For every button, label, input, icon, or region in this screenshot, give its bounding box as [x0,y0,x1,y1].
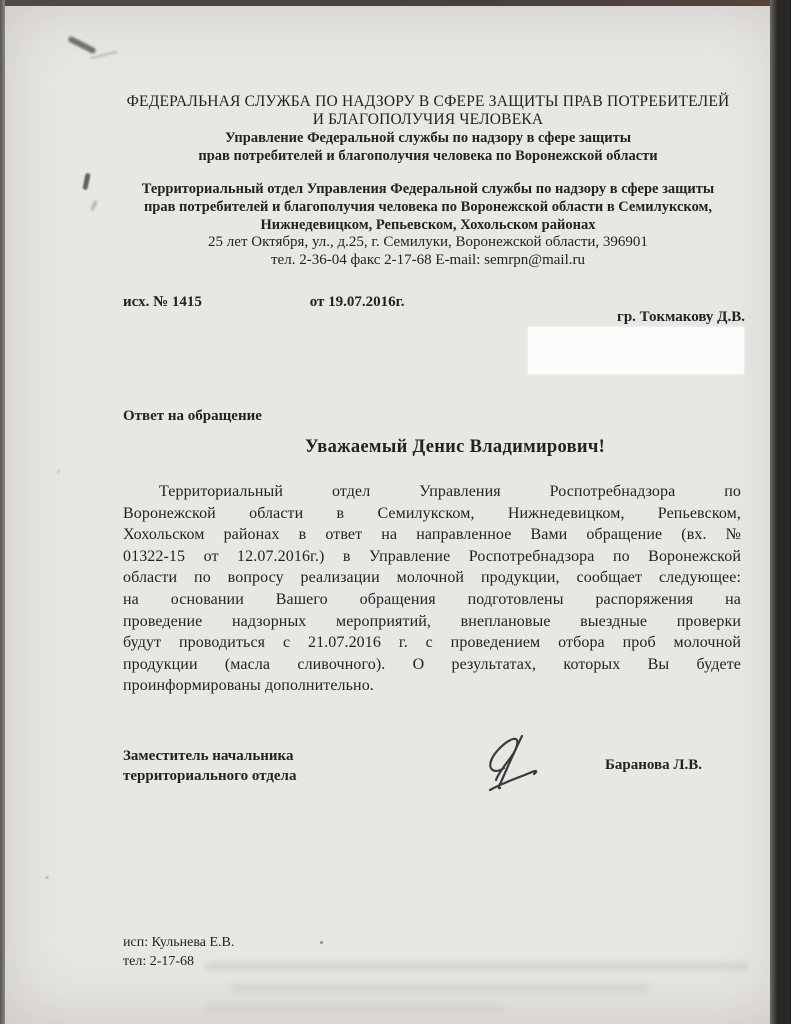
ink-mark-left-margin-tail [90,200,98,212]
executor-block [123,933,234,971]
subject-line: Ответ на обращение [123,408,262,424]
department-address: 25 лет Октября, ул., д.25, г. Семилуки, Воронежской области, 396901 [208,234,648,250]
signer-position-line2: территориального отдела [123,768,297,784]
directorate-name-line2: прав потребителей и благополучия человека по Воронежской области [198,148,658,164]
letter-body [123,481,741,697]
body-line: проинформированы дополнительно. [123,677,374,695]
bleed-through-line [205,962,750,971]
signer-position-line1: Заместитель начальника [123,748,294,764]
addressee-name: гр. Токмакову Д.В. [617,309,745,325]
body-line: Территориальный отдел Управления Роспотребнадзора по [159,483,741,500]
letterhead [118,93,738,165]
bleed-through-line [205,1004,505,1012]
territorial-department-block [98,180,758,269]
department-name-line1: Территориальный отдел Управления Федеральной службы по надзору в сфере защиты [141,181,715,197]
body-line: на основании Вашего обращения подготовлены распоряжения на [123,590,741,608]
reference-row [123,294,404,311]
body-line: Хохольском районах в ответ на направленное Вами обращение (вх. № [123,526,741,544]
directorate-name-line1: Управление Федеральной службы по надзору в сфере защиты [224,130,632,146]
dust-speck [45,876,49,879]
body-line: области по вопросу реализации молочной продукции, сообщает следующее: [123,569,741,587]
ink-smudge-top [67,36,96,55]
department-contacts: тел. 2-36-04 факс 2-17-68 E-mail: semrpn@mail.ru [271,251,585,268]
agency-name-line2: И БЛАГОПОЛУЧИЯ ЧЕЛОВЕКА [312,111,544,128]
body-line: 01322-15 от 12.07.2016г.) в Управление Роспотребнадзора по Воронежской [123,547,741,565]
body-line: Воронежской области в Семилукском, Нижнедевицком, Репьевском, [123,504,741,522]
scan-edge-top [0,0,791,6]
executor-phone: тел: 2-17-68 [123,954,195,969]
agency-name-line1: ФЕДЕРАЛЬНАЯ СЛУЖБА ПО НАДЗОРУ В СФЕРЕ ЗАЩИТЫ ПРАВ ПОТРЕБИТЕЛЕЙ [126,93,730,110]
body-line: проведение надзорных мероприятий, внеплановые выездные проверки [123,612,741,630]
redaction-box [528,327,744,374]
body-line: продукции (масла сливочного). О результатах, которых Вы будете [123,655,741,673]
signer-position [123,746,296,786]
dust-speck [57,470,60,473]
outgoing-number: исх. № 1415 [123,294,202,310]
letter-date: от 19.07.2016г. [309,294,405,310]
department-name-line2: прав потребителей и благополучия человека по Воронежской области в Семилукском, [143,199,713,215]
scan-edge-left [0,0,5,1024]
executor-name: исп: Кульнева Е.В. [123,935,235,950]
department-name-line3: Нижнедевицком, Репьевском, Хохольском районах [260,217,596,233]
signer-name: Баранова Л.В. [605,757,703,773]
body-line: будут проводиться с 21.07.2016 г. с проведением отбора проб молочной [123,634,741,652]
salutation: Уважаемый Денис Владимирович! [304,437,606,457]
handwritten-signature-icon [470,728,560,808]
bleed-through-line [230,984,650,993]
scan-edge-right [770,0,791,1024]
ink-mark-left-margin [82,173,90,191]
dust-speck [320,941,323,944]
